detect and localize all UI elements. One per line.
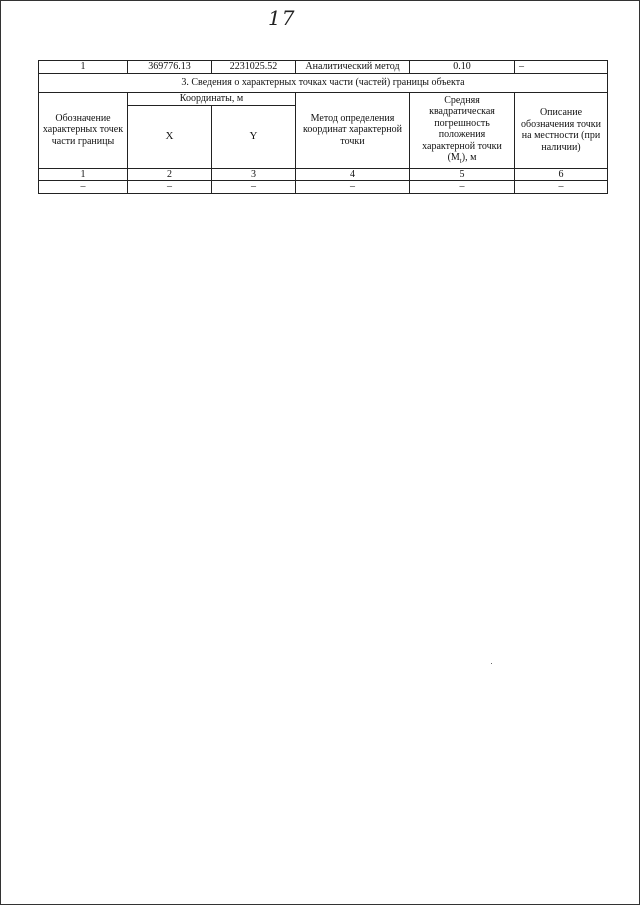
prev-point-y: 2231025.52: [212, 61, 296, 74]
header-mean-error: [410, 92, 515, 168]
column-number-2: 2: [128, 168, 212, 181]
column-number-4: 4: [296, 168, 410, 181]
section-title: 3. Сведения о характерных точках части (частей) границы объекта: [39, 73, 608, 92]
cell-error: –: [410, 181, 515, 194]
header-y: Y: [212, 105, 296, 168]
section-title-row: [39, 73, 608, 92]
cell-point-id: –: [39, 181, 128, 194]
cell-description: –: [515, 181, 608, 194]
header-method: Метод определения координат характерной точки: [296, 92, 410, 168]
column-number-3: 3: [212, 168, 296, 181]
header-row-1: [39, 92, 608, 105]
prev-point-error: 0.10: [410, 61, 515, 74]
column-number-1: 1: [39, 168, 128, 181]
cell-method: –: [296, 181, 410, 194]
prev-point-method: Аналитический метод: [296, 61, 410, 74]
prev-point-x: 369776.13: [128, 61, 212, 74]
column-number-5: 5: [410, 168, 515, 181]
header-mean-error-subscript: t: [459, 157, 462, 166]
cell-x: –: [128, 181, 212, 194]
header-mean-error-main: Средняя квадратическая погрешность положения характерной точки (M: [422, 94, 502, 164]
scan-speck: [491, 663, 492, 664]
handwritten-page-number: 17: [268, 6, 296, 30]
boundary-points-table: [38, 60, 608, 194]
cell-y: –: [212, 181, 296, 194]
table-row: [39, 181, 608, 194]
header-x: X: [128, 105, 212, 168]
header-point-designation: Обозначение характерных точек части границы: [39, 92, 128, 168]
column-numbering-row: [39, 168, 608, 181]
header-point-description: Описание обозначения точки на местности (при наличии): [515, 92, 608, 168]
prev-point-id: 1: [39, 61, 128, 74]
header-mean-error-tail: ), м: [461, 152, 477, 164]
column-number-6: 6: [515, 168, 608, 181]
table-row-previous-point: [39, 61, 608, 74]
prev-point-description: –: [515, 61, 608, 74]
header-coordinates-group: Координаты, м: [128, 92, 296, 105]
